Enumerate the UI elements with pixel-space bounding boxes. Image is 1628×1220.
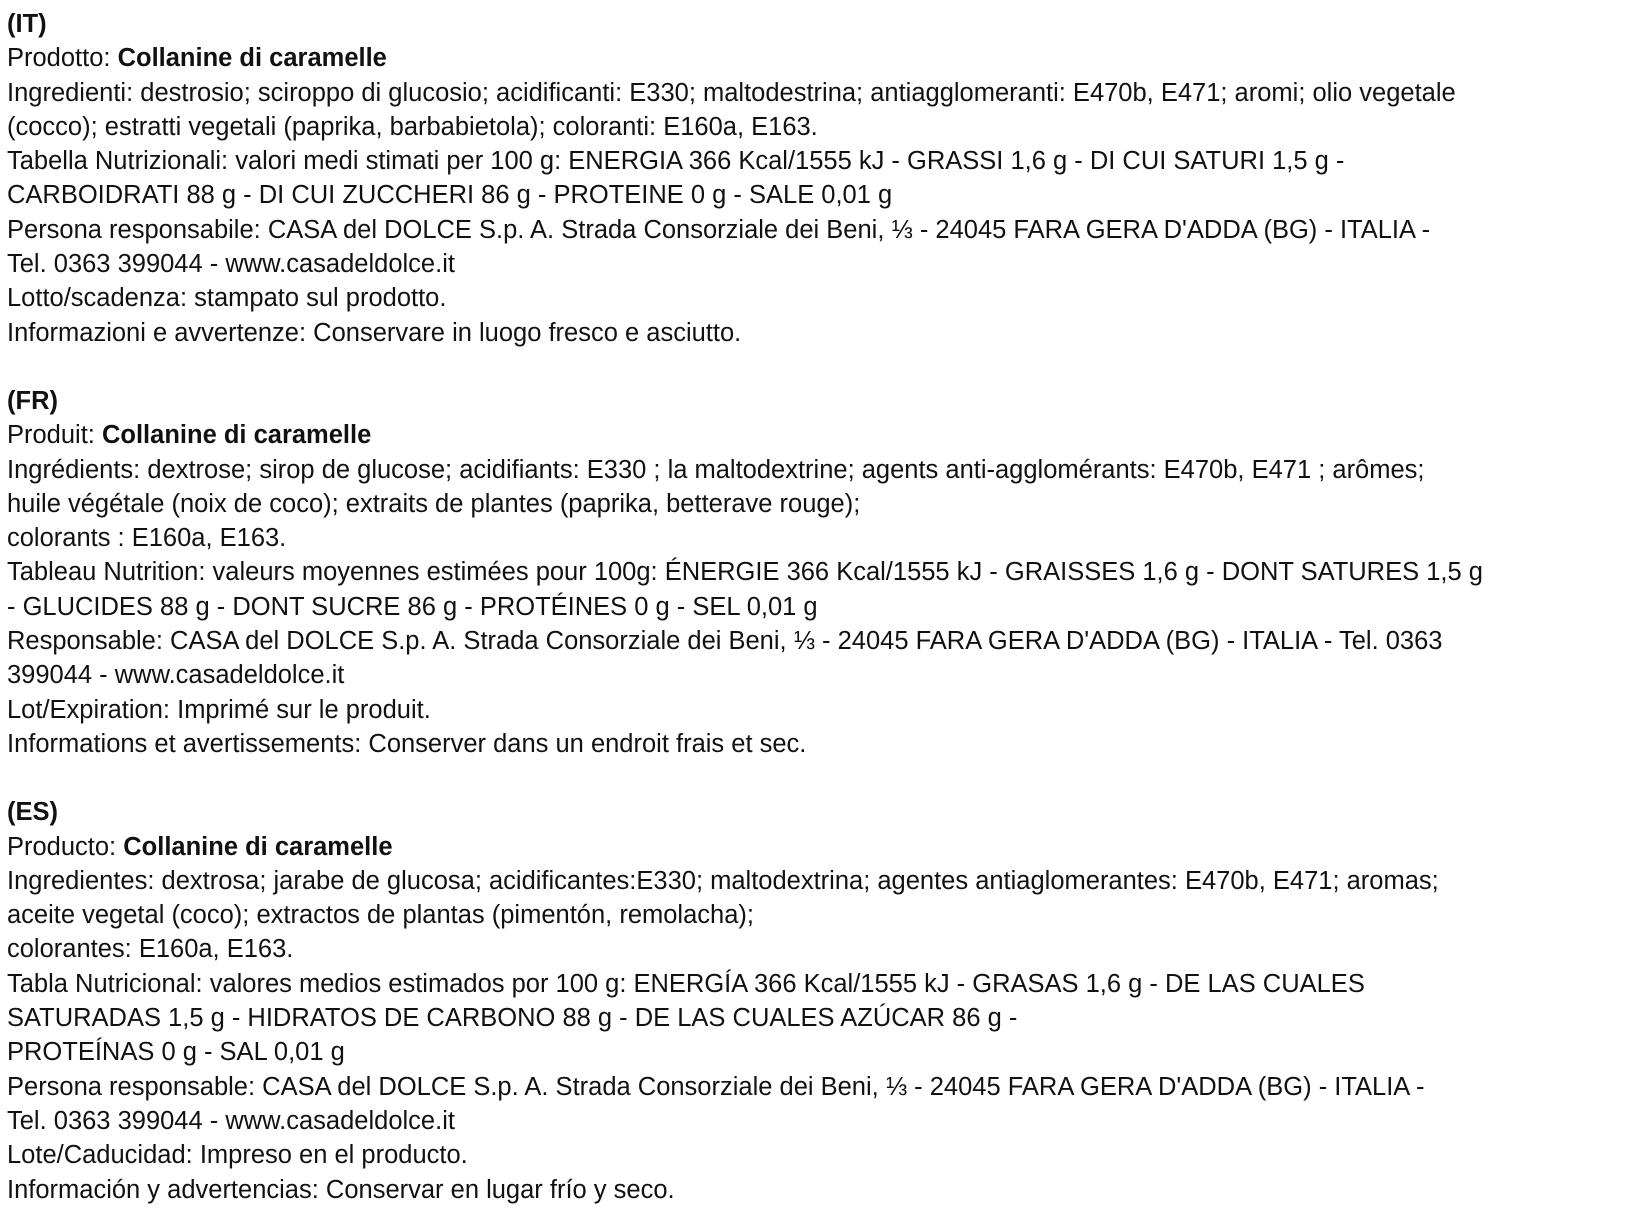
info-value: Conserver dans un endroit frais et sec. bbox=[368, 729, 807, 758]
ingredients-line bbox=[7, 932, 1619, 966]
nutrition-line bbox=[7, 1001, 1619, 1035]
nutrition-text: PROTEÍNAS 0 g - SAL 0,01 g bbox=[7, 1038, 345, 1067]
ingredients-line bbox=[7, 521, 1619, 555]
nutrition-text: - GLUCIDES 88 g - DONT SUCRE 86 g - PROTÉINES 0 g - SEL 0,01 g bbox=[7, 592, 818, 621]
responsible-line bbox=[7, 1104, 1619, 1138]
lot-line bbox=[7, 693, 1619, 727]
product-line bbox=[7, 830, 1619, 864]
product-line bbox=[7, 418, 1619, 452]
lot-value: Impreso en el producto. bbox=[199, 1141, 468, 1170]
nutrition-text: CARBOIDRATI 88 g - DI CUI ZUCCHERI 86 g - PROTEINE 0 g - SALE 0,01 g bbox=[7, 181, 893, 210]
ingredients-text: (cocco); estratti vegetali (paprika, barbabietola); coloranti: E160a, E163. bbox=[7, 112, 818, 141]
language-heading: (FR) bbox=[7, 386, 58, 415]
product-label: Prodotto: bbox=[7, 44, 111, 73]
lot-label: Lotto/scadenza: bbox=[7, 284, 188, 313]
nutrition-text: valores medios estimados por 100 g: ENERGÍA 366 Kcal/1555 kJ - GRASAS 1,6 g - DE LAS CUALES bbox=[209, 969, 1365, 998]
responsible-label: Persona responsabile: bbox=[7, 215, 261, 244]
ingredients-text: colorants : E160a, E163. bbox=[7, 524, 287, 553]
nutrition-line bbox=[7, 1035, 1619, 1069]
product-label-document bbox=[7, 7, 1619, 1207]
info-line bbox=[7, 727, 1619, 761]
responsible-text: CASA del DOLCE S.p. A. Strada Consorziale dei Beni, ⅓ - 24045 FARA GERA D'ADDA (BG) - ITALIA - bbox=[267, 215, 1431, 244]
nutrition-text: valori medi stimati per 100 g: ENERGIA 366 Kcal/1555 kJ - GRASSI 1,6 g - DI CUI SATURI 1,5 g - bbox=[235, 147, 1345, 176]
lot-value: stampato sul prodotto. bbox=[194, 284, 447, 313]
lot-value: Imprimé sur le produit. bbox=[177, 695, 431, 724]
responsible-text: Tel. 0363 399044 - www.casadeldolce.it bbox=[7, 1106, 455, 1135]
responsible-line bbox=[7, 658, 1619, 692]
responsible-line bbox=[7, 213, 1619, 247]
nutrition-text: valeurs moyennes estimées pour 100g: ÉNERGIE 366 Kcal/1555 kJ - GRAISSES 1,6 g - DONT SATURES 1,5 g bbox=[212, 558, 1483, 587]
ingredients-line bbox=[7, 453, 1619, 487]
nutrition-line bbox=[7, 967, 1619, 1001]
language-heading: (ES) bbox=[7, 798, 58, 827]
language-heading: (IT) bbox=[7, 10, 47, 38]
nutrition-line bbox=[7, 144, 1619, 178]
ingredients-text: huile végétale (noix de coco); extraits de plantes (paprika, betterave rouge); bbox=[7, 489, 861, 518]
nutrition-line bbox=[7, 555, 1619, 589]
responsible-line bbox=[7, 247, 1619, 281]
ingredients-text: aceite vegetal (coco); extractos de plantas (pimentón, remolacha); bbox=[7, 901, 754, 930]
product-line bbox=[7, 41, 1619, 75]
ingredients-line bbox=[7, 487, 1619, 521]
lot-line bbox=[7, 1138, 1619, 1172]
responsible-label: Persona responsable: bbox=[7, 1072, 256, 1101]
lot-label: Lote/Caducidad: bbox=[7, 1141, 193, 1170]
nutrition-label: Tabella Nutrizionali: bbox=[7, 147, 229, 176]
nutrition-label: Tabla Nutricional: bbox=[7, 969, 203, 998]
ingredients-text: dextrose; sirop de glucose; acidifiants: E330 ; la maltodextrine; agents anti-agglomérants: E470b, E471 ; arômes; bbox=[147, 455, 1425, 484]
ingredients-label: Ingredientes: bbox=[7, 866, 155, 895]
responsible-text: CASA del DOLCE S.p. A. Strada Consorziale dei Beni, ⅓ - 24045 FARA GERA D'ADDA (BG) - ITALIA - bbox=[262, 1072, 1425, 1101]
product-name: Collanine di caramelle bbox=[101, 421, 372, 450]
nutrition-line bbox=[7, 178, 1619, 212]
responsible-text: 399044 - www.casadeldolce.it bbox=[7, 661, 345, 690]
product-label: Produit: bbox=[7, 421, 95, 450]
info-label: Información y advertencias: bbox=[7, 1175, 319, 1204]
info-value: Conservare in luogo fresco e asciutto. bbox=[313, 318, 742, 347]
section-es bbox=[7, 795, 1619, 1207]
info-label: Informations et avertissements: bbox=[7, 729, 362, 758]
info-line bbox=[7, 1173, 1619, 1207]
ingredients-line bbox=[7, 898, 1619, 932]
nutrition-text: SATURADAS 1,5 g - HIDRATOS DE CARBONO 88 g - DE LAS CUALES AZÚCAR 86 g - bbox=[7, 1004, 1018, 1033]
product-label: Producto: bbox=[7, 832, 117, 861]
ingredients-text: colorantes: E160a, E163. bbox=[7, 935, 294, 964]
ingredients-line bbox=[7, 110, 1619, 144]
responsible-text: CASA del DOLCE S.p. A. Strada Consorziale dei Beni, ⅓ - 24045 FARA GERA D'ADDA (BG) - ITALIA - Tel. 0363 bbox=[170, 627, 1443, 656]
responsible-line bbox=[7, 624, 1619, 658]
section-fr bbox=[7, 384, 1619, 761]
lot-label: Lot/Expiration: bbox=[7, 695, 171, 724]
ingredients-label: Ingredienti: bbox=[7, 78, 134, 107]
ingredients-line bbox=[7, 76, 1619, 110]
product-name: Collanine di caramelle bbox=[117, 44, 387, 73]
responsible-text: Tel. 0363 399044 - www.casadeldolce.it bbox=[7, 250, 455, 279]
ingredients-label: Ingrédients: bbox=[7, 455, 141, 484]
responsible-label: Responsable: bbox=[7, 627, 163, 656]
section-it bbox=[7, 7, 1619, 350]
ingredients-text: dextrosa; jarabe de glucosa; acidificantes:E330; maltodextrina; agentes antiaglomerantes: E470b, E471; aromas; bbox=[161, 866, 1439, 895]
lot-line bbox=[7, 281, 1619, 315]
nutrition-label: Tableau Nutrition: bbox=[7, 558, 206, 587]
nutrition-line bbox=[7, 590, 1619, 624]
info-value: Conservar en lugar frío y seco. bbox=[325, 1175, 675, 1204]
info-label: Informazioni e avvertenze: bbox=[7, 318, 307, 347]
responsible-line bbox=[7, 1070, 1619, 1104]
ingredients-line bbox=[7, 864, 1619, 898]
product-name: Collanine di caramelle bbox=[123, 832, 393, 861]
info-line bbox=[7, 316, 1619, 350]
ingredients-text: destrosio; sciroppo di glucosio; acidificanti: E330; maltodestrina; antiagglomeranti: E470b, E471; aromi; olio vegetale bbox=[140, 78, 1456, 107]
